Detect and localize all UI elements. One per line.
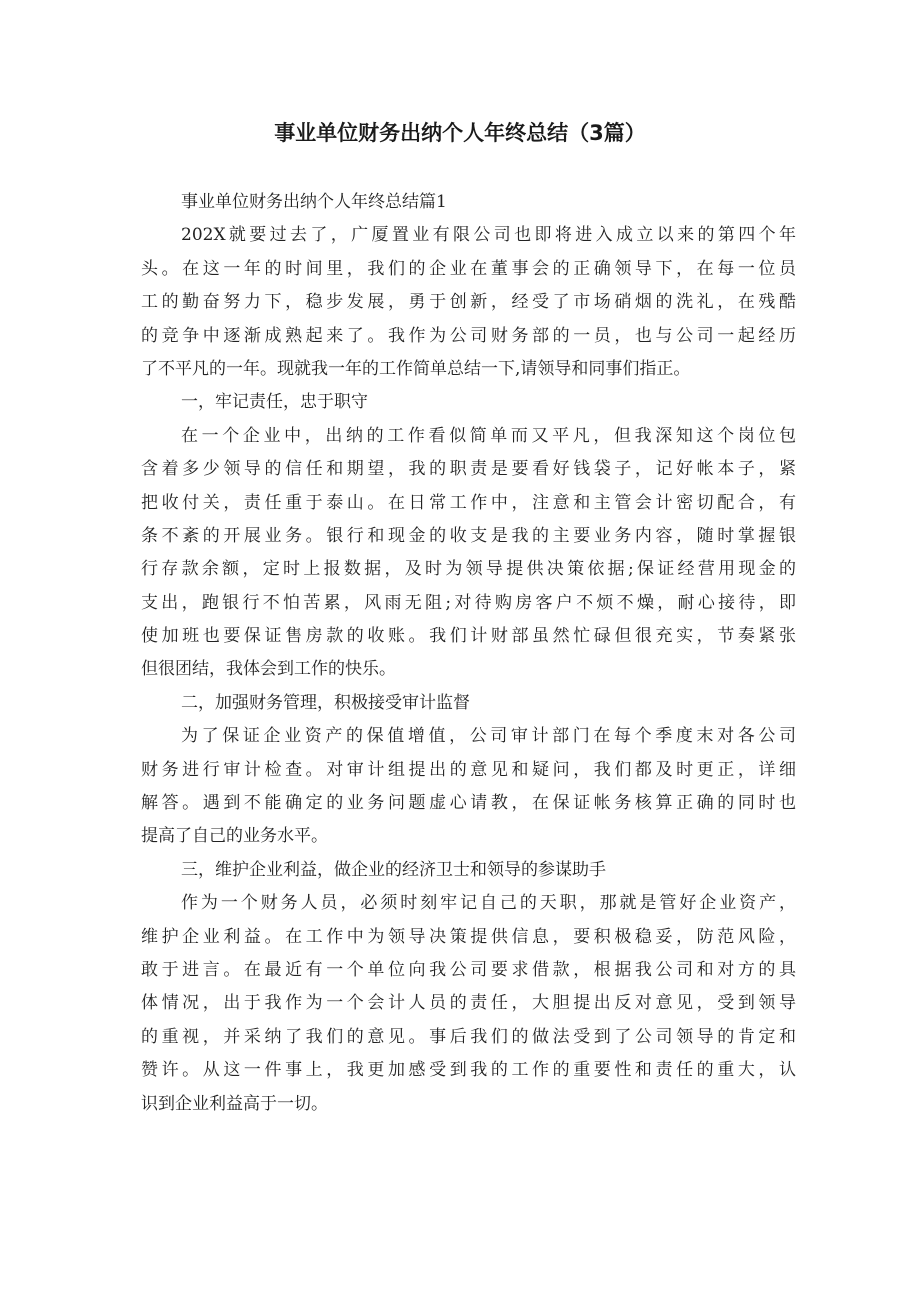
- text-line: 维护企业利益。在工作中为领导决策提供信息，要积极稳妥，防范风险，: [141, 926, 796, 947]
- text-line: 但很团结，我体会到工作的快乐。: [141, 659, 396, 680]
- text-line: 的重视，并采纳了我们的意见。事后我们的做法受到了公司领导的肯定和: [141, 1026, 796, 1047]
- text-line: 在一个企业中，出纳的工作看似简单而又平凡，但我深知这个岗位包: [181, 425, 796, 446]
- text-line: 敢于进言。在最近有一个单位向我公司要求借款，根据我公司和对方的具: [141, 959, 796, 980]
- text-line: 赞许。从这一件事上，我更加感受到我的工作的重要性和责任的重大，认: [141, 1060, 796, 1081]
- text-line: 202X就要过去了，广厦置业有限公司也即将进入成立以来的第四个年: [181, 225, 796, 246]
- text-line: 三，维护企业利益，做企业的经济卫士和领导的参谋助手: [181, 859, 606, 880]
- text-line: 含着多少领导的信任和期望，我的职责是要看好钱袋子，记好帐本子，紧: [141, 459, 796, 480]
- text-line: 二，加强财务管理，积极接受审计监督: [181, 692, 470, 713]
- text-line: 一，牢记责任，忠于职守: [181, 392, 368, 413]
- text-line: 工的勤奋努力下，稳步发展，勇于创新，经受了市场硝烟的洗礼，在残酷: [141, 292, 796, 313]
- text-line: 了不平凡的一年。现就我一年的工作简单总结一下,请领导和同事们指正。: [141, 358, 691, 379]
- text-line: 财务进行审计检查。对审计组提出的意见和疑问，我们都及时更正，详细: [141, 759, 796, 780]
- text-line: 识到企业利益高于一切。: [141, 1093, 328, 1114]
- text-line: 解答。遇到不能确定的业务问题虚心请教，在保证帐务核算正确的同时也: [141, 793, 796, 814]
- text-line: 提高了自己的业务水平。: [141, 826, 328, 847]
- text-line: 为了保证企业资产的保值增值，公司审计部门在每个季度末对各公司: [181, 726, 796, 747]
- text-line: 行存款余额，定时上报数据，及时为领导提供决策依据;保证经营用现金的: [141, 559, 796, 580]
- text-line: 头。在这一年的时间里，我们的企业在董事会的正确领导下，在每一位员: [141, 258, 796, 279]
- document-body: [141, 186, 796, 1121]
- text-line: 条不紊的开展业务。银行和现金的收支是我的主要业务内容，随时掌握银: [141, 525, 796, 546]
- text-line: 的竞争中逐渐成熟起来了。我作为公司财务部的一员，也与公司一起经历: [141, 325, 796, 346]
- text-line: 使加班也要保证售房款的收账。我们计财部虽然忙碌但很充实，节奏紧张: [141, 626, 796, 647]
- text-line: 事业单位财务出纳个人年终总结篇1: [181, 192, 447, 212]
- text-line: 作为一个财务人员，必须时刻牢记自己的天职，那就是管好企业资产，: [181, 893, 796, 914]
- document-title: 事业单位财务出纳个人年终总结（3篇）: [274, 121, 646, 145]
- text-line: 把收付关，责任重于泰山。在日常工作中，注意和主管会计密切配合，有: [141, 492, 796, 513]
- text-line: 体情况，出于我作为一个会计人员的责任，大胆提出反对意见，受到领导: [141, 993, 796, 1014]
- text-line: 支出，跑银行不怕苦累，风雨无阻;对待购房客户不烦不燥，耐心接待，即: [141, 592, 796, 613]
